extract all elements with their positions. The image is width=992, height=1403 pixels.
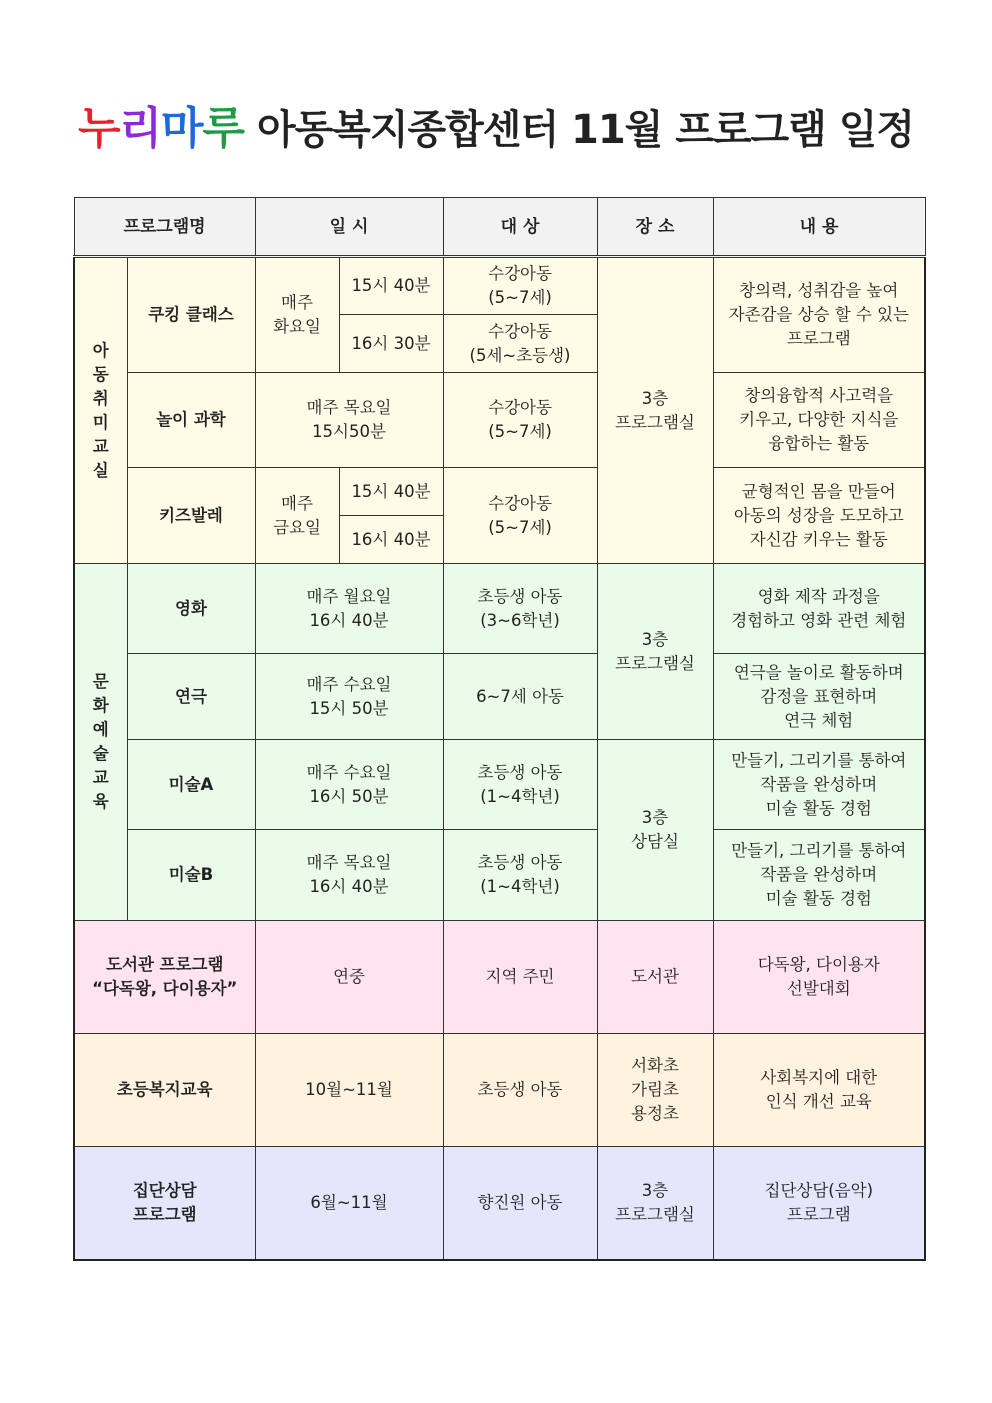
table-row: [74, 1034, 925, 1147]
target-cell: 수강아동 (5~7세): [443, 257, 597, 315]
content-cell: 연극을 놀이로 활동하며 감정을 표현하며 연극 체험: [713, 654, 925, 740]
content-cell: 다독왕, 다이용자 선발대회: [713, 921, 925, 1034]
table-row: [74, 740, 925, 830]
logo-char-1: 누: [77, 103, 120, 154]
schedule-cell: 10월~11월: [255, 1034, 443, 1147]
place-cell: 3층 상담실: [597, 740, 713, 921]
table-row: [74, 1147, 925, 1260]
page-title: [0, 92, 992, 156]
schedule-table: [73, 197, 926, 1261]
table-row: [74, 468, 925, 516]
program-theater: 연극: [127, 654, 255, 740]
table-row: [74, 257, 925, 315]
logo-char-3: 마: [161, 103, 203, 154]
center-logo: [77, 103, 257, 154]
program-ballet: 키즈발레: [127, 468, 255, 564]
program-welfare: 초등복지교육: [74, 1034, 255, 1147]
schedule-cell: 매주 목요일 16시 40분: [255, 830, 443, 921]
content-cell: 사회복지에 대한 인식 개선 교육: [713, 1034, 925, 1147]
content-cell: 창의력, 성취감을 높여 자존감을 상승 할 수 있는 프로그램: [713, 257, 925, 373]
title-text: 아동복지종합센터 11월 프로그램 일정: [256, 107, 915, 153]
header-target: 대 상: [443, 198, 597, 257]
content-cell: 영화 제작 과정을 경험하고 영화 관련 체험: [713, 564, 925, 654]
content-cell: 창의융합적 사고력을 키우고, 다양한 지식을 융합하는 활동: [713, 373, 925, 468]
table-row: [74, 373, 925, 468]
target-cell: 수강아동 (5~7세): [443, 468, 597, 564]
table-row: [74, 921, 925, 1034]
program-artA: 미술A: [127, 740, 255, 830]
schedule-cell: 6월~11월: [255, 1147, 443, 1260]
target-cell: 초등생 아동: [443, 1034, 597, 1147]
place-cell: 3층 프로그램실: [597, 257, 713, 564]
program-film: 영화: [127, 564, 255, 654]
schedule-day: 매주 화요일: [255, 257, 339, 373]
header-datetime: 일 시: [255, 198, 443, 257]
target-cell: 지역 주민: [443, 921, 597, 1034]
schedule-time: 16시 40분: [339, 516, 443, 564]
target-cell: 수강아동 (5세~초등생): [443, 315, 597, 373]
content-cell: 균형적인 몸을 만들어 아동의 성장을 도모하고 자신감 키우는 활동: [713, 468, 925, 564]
program-cooking: 쿠킹 클래스: [127, 257, 255, 373]
program-science: 놀이 과학: [127, 373, 255, 468]
logo-char-4: 루: [202, 103, 245, 154]
table-row: [74, 830, 925, 921]
schedule-time: 15시 40분: [339, 257, 443, 315]
target-cell: 향진원 아동: [443, 1147, 597, 1260]
content-cell: 만들기, 그리기를 통하여 작품을 완성하며 미술 활동 경험: [713, 740, 925, 830]
content-cell: 만들기, 그리기를 통하여 작품을 완성하며 미술 활동 경험: [713, 830, 925, 921]
table-row: [74, 564, 925, 654]
place-cell: 서화초 가림초 용정초: [597, 1034, 713, 1147]
place-cell: 3층 프로그램실: [597, 564, 713, 740]
place-cell: 도서관: [597, 921, 713, 1034]
schedule-cell: 연중: [255, 921, 443, 1034]
target-cell: 6~7세 아동: [443, 654, 597, 740]
program-counsel: 집단상담 프로그램: [74, 1147, 255, 1260]
program-library: 도서관 프로그램 “다독왕, 다이용자”: [74, 921, 255, 1034]
program-artB: 미술B: [127, 830, 255, 921]
target-cell: 초등생 아동 (3~6학년): [443, 564, 597, 654]
schedule-time: 16시 30분: [339, 315, 443, 373]
schedule-cell: 매주 수요일 16시 50분: [255, 740, 443, 830]
place-cell: 3층 프로그램실: [597, 1147, 713, 1260]
logo-char-2: 리: [119, 103, 161, 154]
table-row: [74, 654, 925, 740]
target-cell: 초등생 아동 (1~4학년): [443, 740, 597, 830]
schedule-day: 매주 금요일: [255, 468, 339, 564]
category-culture: 문 화 예 술 교 육: [74, 564, 127, 921]
header-place: 장 소: [597, 198, 713, 257]
schedule-cell: 매주 목요일 15시50분: [255, 373, 443, 468]
schedule-cell: 매주 월요일 16시 40분: [255, 564, 443, 654]
header-program: 프로그램명: [74, 198, 255, 257]
schedule-time: 15시 40분: [339, 468, 443, 516]
category-hobby: 아 동 취 미 교 실: [74, 257, 127, 564]
header-content: 내 용: [713, 198, 925, 257]
target-cell: 수강아동 (5~7세): [443, 373, 597, 468]
content-cell: 집단상담(음악) 프로그램: [713, 1147, 925, 1260]
target-cell: 초등생 아동 (1~4학년): [443, 830, 597, 921]
header-row: [74, 198, 925, 257]
schedule-cell: 매주 수요일 15시 50분: [255, 654, 443, 740]
